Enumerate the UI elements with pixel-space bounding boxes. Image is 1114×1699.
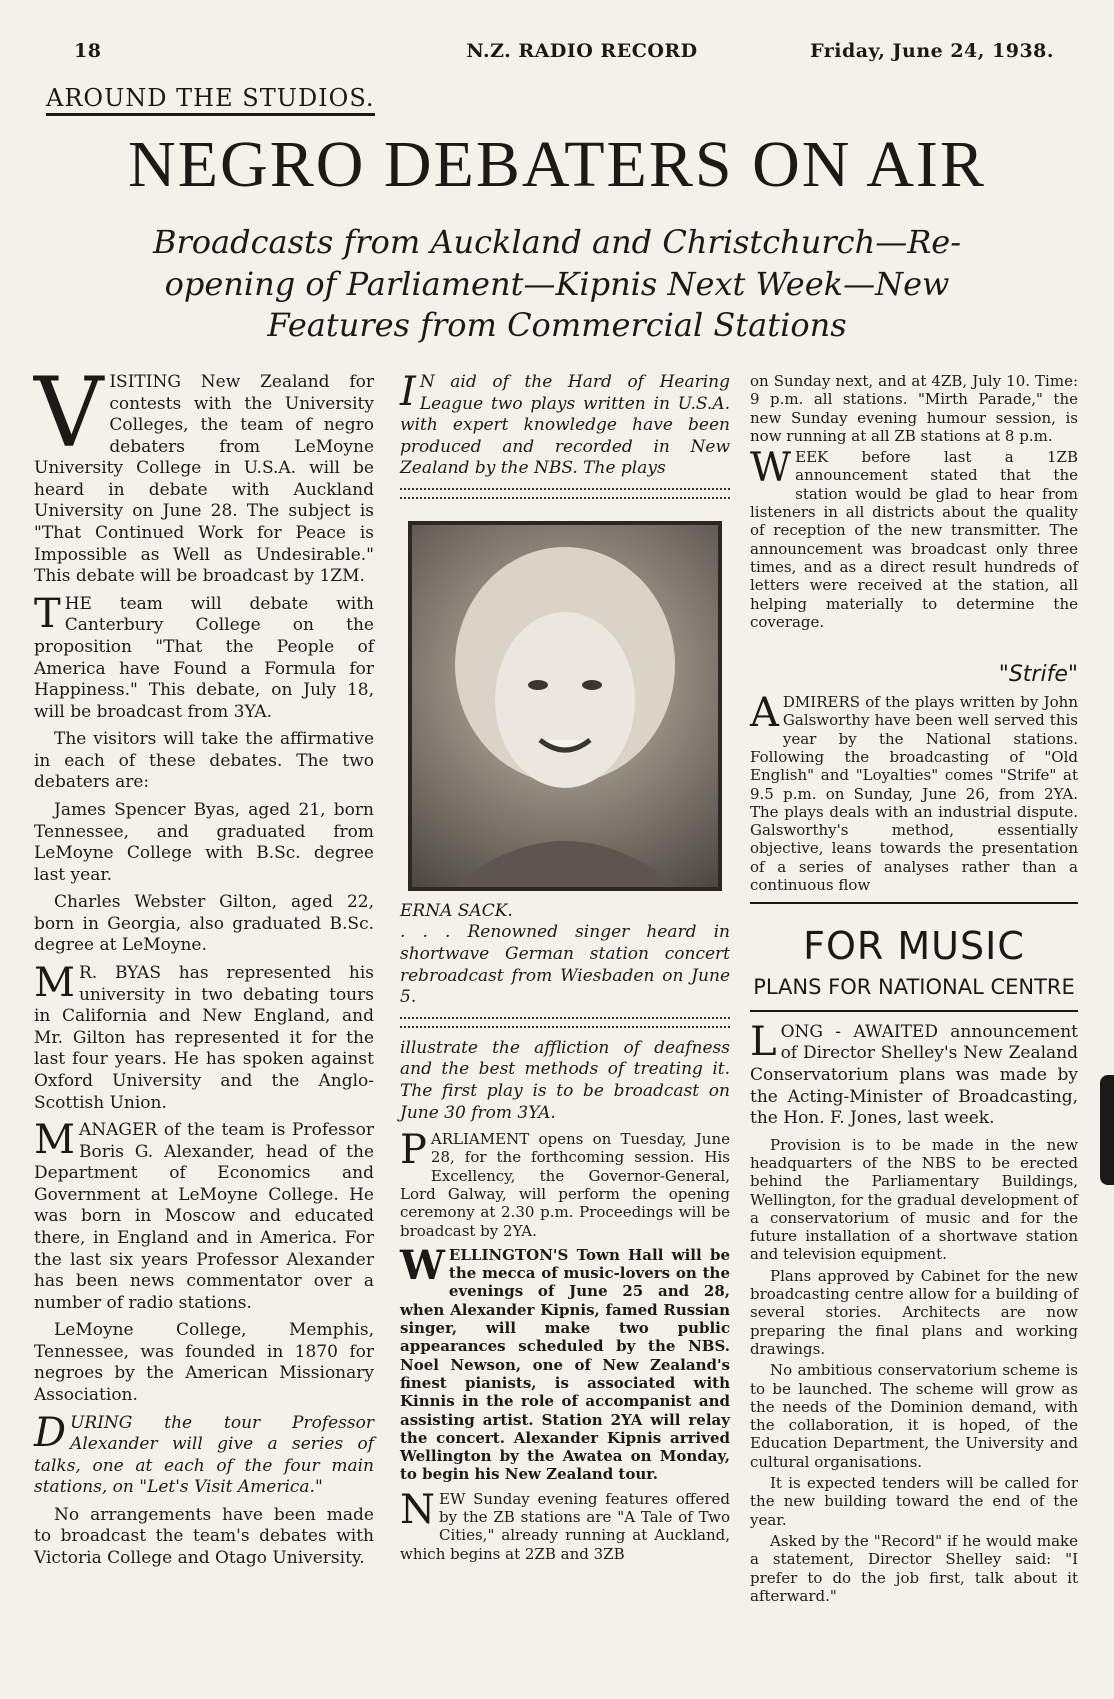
paragraph: I N aid of the Hard of Hearing League two plays written in U.S.A. with expert knowledge have been produced and recorded in New Zealand by the NBS. The plays [400,369,730,479]
page-edge-mark [1100,1075,1114,1185]
drop-cap: L [750,1018,777,1065]
divider [750,1010,1078,1012]
paragraph: LONG - AWAITED announcement of Director Shelley's New Zealand Conservatorium plans was made by the Acting-Minister of Broadcasting, the Hon. F. Jones, last week. [750,1018,1078,1129]
publication-name: N.Z. RADIO RECORD [466,40,698,62]
paragraph: ADMIRERS of the plays written by John Galsworthy have been well served this year by the National stations. Following the broadcasting of "Old English" and "Loyalties" comes "Strife" at 9.5 p.m. on Sunday, June 26, from 2YA. The plays deals with an industrial dispute. Galsworthy's method, essentially objective, leans towards the presentation of a series of analyses rather than a continuous flow [750,690,1078,895]
paragraph: Plans approved by Cabinet for the new broadcasting centre allow for a building of several stories. Architects are now preparing the final plans and working drawings. [750,1266,1078,1358]
shoulders [452,841,678,887]
drop-cap: V [34,357,104,469]
portrait-image [412,525,718,887]
divider [400,488,730,499]
eye-right [582,680,602,690]
headline: NEGRO DEBATERS ON AIR [128,128,986,201]
drop-cap: W [750,445,792,492]
paragraph: The visitors will take the affirmative in each of these debates. The two debaters are: [34,729,374,793]
paragraph: LeMoyne College, Memphis, Tennessee, was founded in 1870 for negroes by the American Missionary Association. [34,1320,374,1406]
column-2 [400,369,730,1569]
drop-cap: N [400,1486,435,1533]
drop-cap: M [34,960,75,1007]
paragraph: Provision is to be made in the new headquarters of the NBS to be erected behind the Parliamentary Buildings, Wellington, for the gradual development of a conservatorium of music and for the future installation of a shortwave station and television equipment. [750,1135,1078,1264]
music-subheading: PLANS FOR NATIONAL CENTRE [753,974,1075,999]
drop-cap: I [400,369,416,415]
drop-cap: D [34,1409,67,1456]
drop-cap: M [34,1117,75,1164]
paragraph: No ambitious conservatorium scheme is to be launched. The scheme will grow as the needs of the Dominion demand, with the collaboration, it is hoped, of the Education Department, the University and cultural organisations. [750,1361,1078,1471]
column-1 [34,357,374,1576]
drop-cap: A [750,690,779,737]
paragraph: MANAGER of the team is Professor Boris G. Alexander, head of the Department of Economics and Government at LeMoyne College. He was born in Moscow and educated there, in England and in America. For the last six years Professor Alexander has been news commentator over a number of radio stations. [34,1117,374,1313]
paragraph: M R. BYAS has represented his university in two debating tours in California and New England, and Mr. Gilton has represented it for the last four years. He has spoken against Oxford University and the Anglo-Scottish Union. [34,960,374,1113]
strife-heading: "Strife" [998,662,1078,688]
caption-name: ERNA SACK. [400,900,513,921]
paragraph: It is expected tenders will be called for the new building toward the end of the year. [750,1474,1078,1529]
paragraph: WELLINGTON'S Town Hall will be the mecca of music-lovers on the evenings of June 25 and 28, when Alexander Kipnis, famed Russian singer, will make two public appearances scheduled by the NBS. Noel Newson, one of New Zealand's finest pianists, is associated with Kinnis in the role of accompanist and assisting artist. Station 2YA will relay the concert. Alexander Kipnis arrived Wellington by the Awatea on Monday, to begin his New Zealand tour. [400,1241,730,1484]
drop-cap: P [400,1127,427,1174]
paragraph: illustrate the affliction of deafness and the best methods of treating it. The first play is to be broadcast on June 30 from 3YA. [400,1037,730,1123]
subheadline: Broadcasts from Auckland and Christchurch—Re-opening of Parliament—Kipnis Next Week—New Features from Commercial Stations [152,223,962,345]
paragraph: No arrangements have been made to broadcast the team's debates with Victoria College and Otago University. [34,1504,374,1569]
paragraph: Asked by the "Record" if he would make a statement, Director Shelley said: "I prefer to do the job first, talk about it afterward." [750,1531,1078,1605]
paragraph: WEEK before last a 1ZB announcement stated that the station would be glad to hear from listeners in all districts about the quality of reception of the new transmitter. The announcement was broadcast only three times, and as a direct result hundreds of letters were received at the station, all helping materially to determine the coverage. [750,445,1078,631]
page-number: 18 [74,40,102,62]
drop-cap: W [400,1241,445,1289]
section-title: AROUND THE STUDIOS. [46,84,375,116]
drop-cap: T [34,590,61,637]
face-shape [495,612,635,788]
paragraph: on Sunday next, and at 4ZB, July 10. Time: 9 p.m. all stations. "Mirth Parade," the new Sunday evening humour session, is now running at all ZB stations at 8 p.m. [750,372,1078,445]
paragraph: James Spencer Byas, aged 21, born Tennessee, and graduated from LeMoyne College with B.Sc. degree last year. [34,799,374,885]
issue-date: Friday, June 24, 1938. [810,40,1054,62]
divider [750,902,1078,904]
paragraph: PARLIAMENT opens on Tuesday, June 28, for the forthcoming session. His Excellency, the Governor-General, Lord Galway, will perform the opening ceremony at 2.30 p.m. Proceedings will be broadcast by 2YA. [400,1127,730,1240]
paragraph: Charles Webster Gilton, aged 22, born in Georgia, also graduated B.Sc. degree at LeMoyne. [34,892,374,956]
paragraph: THE team will debate with Canterbury College on the proposition "That the People of America have Found a Formula for Happiness." This debate, on July 18, will be broadcast from 3YA. [34,590,374,722]
divider [400,1017,730,1028]
paragraph: NEW Sunday evening features offered by the ZB stations are "A Tale of Two Cities," already running at Auckland, which begins at 2ZB and 3ZB [400,1486,730,1563]
column-3 [750,372,1078,1608]
caption: . . . Renowned singer heard in shortwave German station concert rebroadcast from Wiesbaden on June 5. [400,922,730,1008]
music-heading: FOR MUSIC [803,924,1025,969]
eye-left [528,680,548,690]
paragraph: DURING the tour Professor Alexander will give a series of talks, one at each of the four main stations, on "Let's Visit America." [34,1409,374,1498]
paragraph: VISITING New Zealand for contests with the University Colleges, the team of negro debaters from LeMoyne University College in U.S.A. will be heard in debate with Auckland University on June 28. The subject is "That Continued Work for Peace is Impossible as Well as Undesirable." This debate will be broadcast by 1ZM. [34,357,374,587]
portrait-photo [408,521,722,891]
